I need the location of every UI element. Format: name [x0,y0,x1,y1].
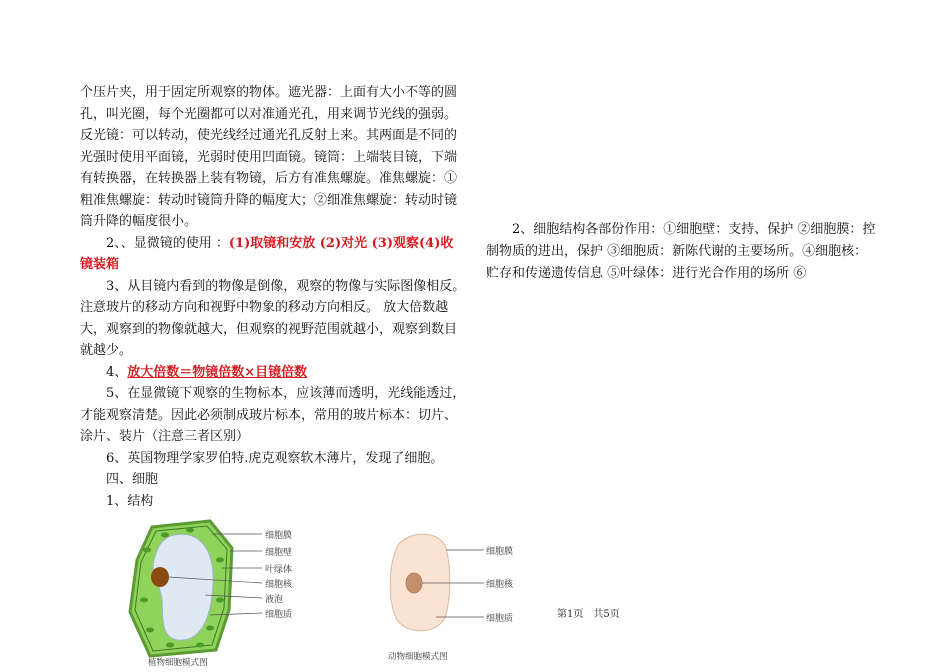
animal-cell-membrane [390,534,450,631]
magnification-prefix: 4、 [106,364,128,380]
plant-label-chloroplast: 叶绿体 [265,565,293,575]
animal-label-nucleus: 细胞核 [486,580,514,590]
magnification-formula: 放大倍数＝物镜倍数×目镜倍数 [127,364,308,380]
animal-cell-diagram [390,534,484,631]
plant-label-wall: 细胞壁 [265,548,293,558]
specimen-paragraph: 5、在显微镜下观察的生物标本，应该薄而透明，光线能透过，才能观察清楚。因此必须制成玻片标本，常用的玻片标本：切片、涂片、装片（注意三者区别） [80,386,466,444]
magnification-paragraph [80,362,466,384]
plant-vacuole [153,534,213,640]
chloroplasts [140,528,224,648]
right-text-column [486,219,878,285]
plant-cell-wall [130,521,232,656]
animal-label-cytoplasm: 细胞质 [486,614,514,624]
hooke-paragraph: 6、英国物理学家罗伯特.虎克观察软木薄片，发现了细胞。 [106,450,444,466]
microscope-parts-paragraph: 个压片夹，用于固定所观察的物体。遮光器：上面有大小不等的圆孔，叫光圈，每个光圈都可以对准通光孔，用来调节光线的强弱。反光镜：可以转动，使光线经过通光孔反射上来。其两面是不同的光强时使用平面镜，光弱时使用凹面镜。镜筒：上端装目镜，下端有转换器，在转换器上装有物镜，后方有准焦螺旋。准焦螺旋：①粗准焦螺旋：转动时镜筒升降的幅度大；②细准焦螺旋：转动时镜筒升降的幅度很小。 [80,85,458,229]
subheading-structure: 1、结构 [106,493,154,509]
plant-nucleus [151,567,169,587]
microscope-usage-paragraph [80,233,466,276]
plant-cell-diagram [130,521,262,656]
plant-label-nucleus: 细胞核 [265,580,293,590]
animal-label-lines [422,550,484,617]
animal-nucleus [406,573,422,593]
usage-steps: (1)取镜和安放 (2)对光 (3)观察(4)收镜装箱 [80,235,454,272]
plant-label-membrane: 细胞膜 [265,531,293,541]
usage-prefix: 2、、显微镜的使用 ： [106,235,229,251]
plant-cell-membrane [135,526,227,651]
cell-parts-function-paragraph: 2、细胞结构各部份作用：①细胞壁：支持、保护 ②细胞膜：控制物质的进出，保护 ③细胞质：新陈代谢的主要场所。④细胞核：贮存和传递遗传信息 ⑤叶绿体：进行光合作用的场所 ⑥ [486,222,876,281]
image-inversion-paragraph: 3、从目镜内看到的物像是倒像，观察的物像与实际图像相反。注意玻片的移动方向和视野中物象的移动方向相反。 放大倍数越大，观察到的物像就越大，但观察的视野范围就越小，观察到数目就越少。 [80,278,466,358]
plant-label-vacuole: 液泡 [265,595,284,605]
page-number: 第1页 共5页 [557,609,620,620]
plant-label-cytoplasm: 细胞质 [265,610,293,620]
animal-label-membrane: 细胞膜 [486,547,514,557]
plant-label-lines [168,534,262,615]
animal-cell-caption: 动物细胞模式图 [388,652,448,662]
plant-cell-caption: 植物细胞模式图 [148,658,208,668]
section-heading-cell: 四、细胞 [106,472,159,487]
left-text-column [80,82,466,512]
